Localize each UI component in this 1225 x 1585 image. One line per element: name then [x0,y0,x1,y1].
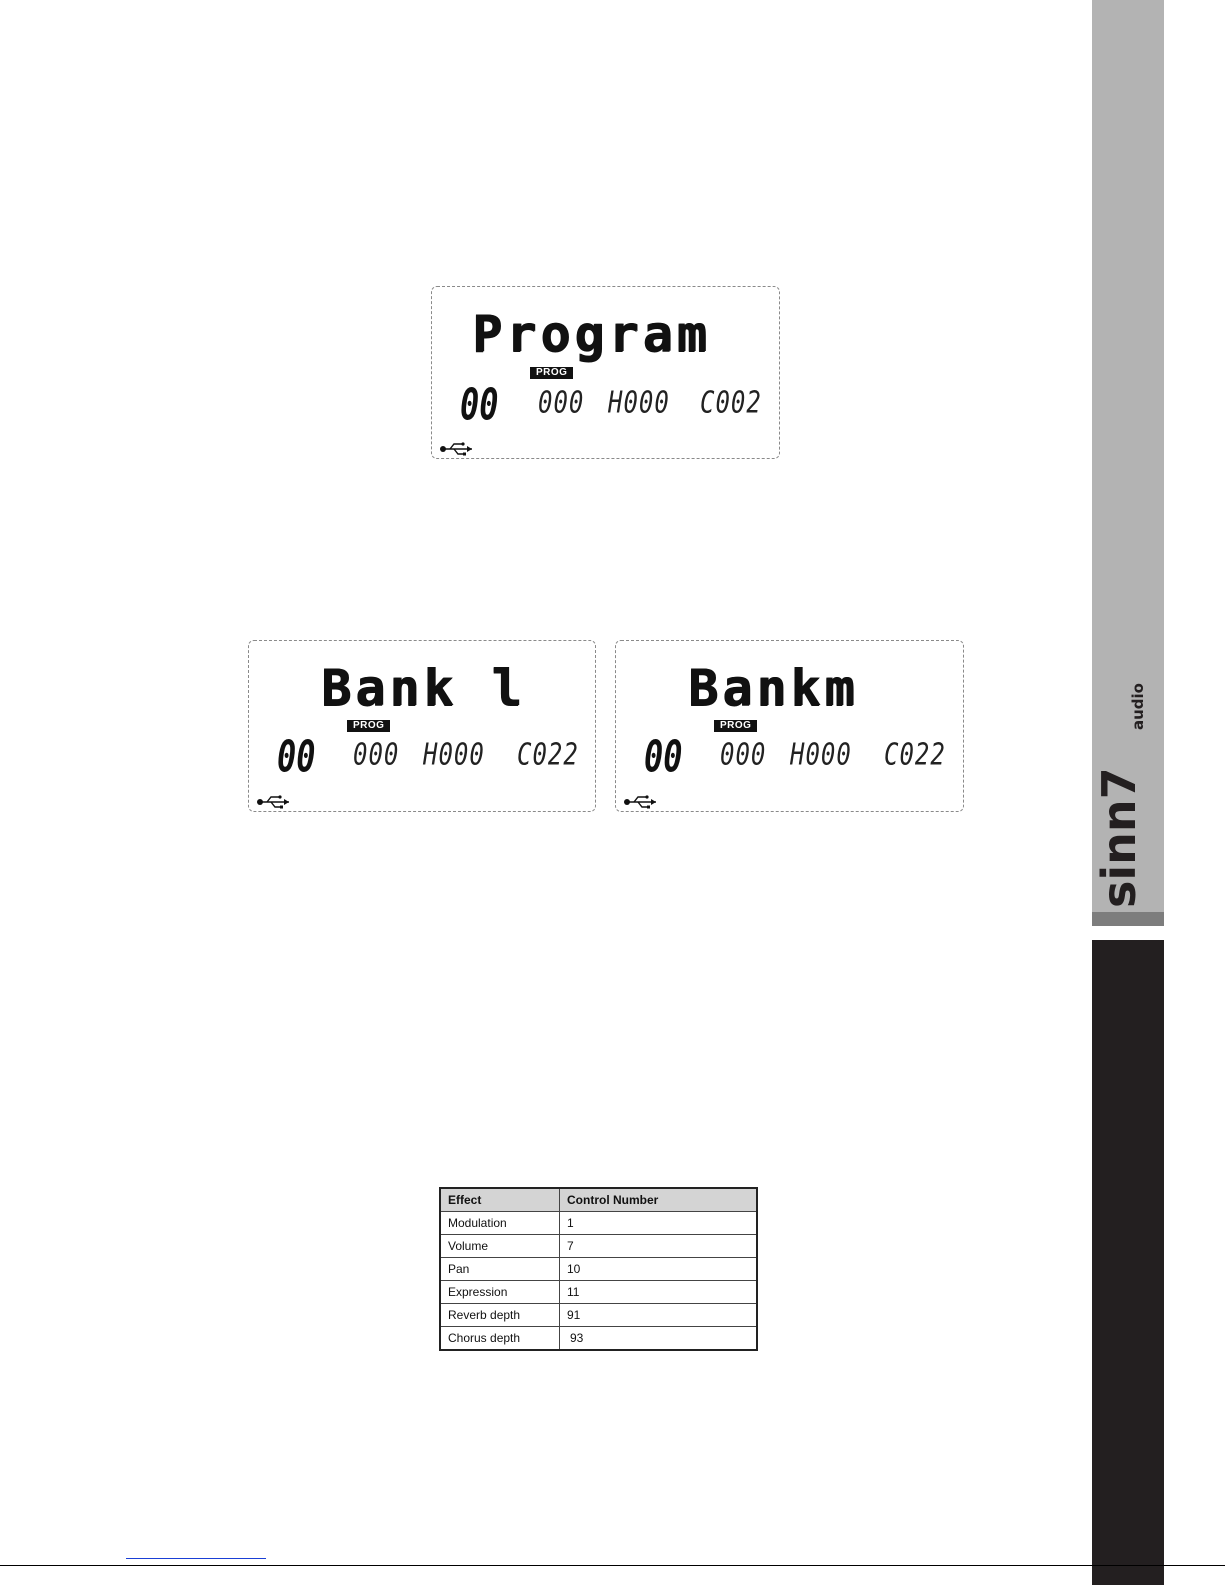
lcd-display-bank-l [248,640,596,812]
table-row [440,1258,757,1281]
effect-cell: Pan [440,1258,560,1281]
brand-name: sinn7 [1092,767,1146,908]
sidebar-dark-band [1092,940,1164,1585]
control-number-cell: 91 [560,1304,758,1327]
lcd-number: 00 [277,731,316,783]
lcd-segment-c: C022 [884,737,946,772]
lcd-segment-c: C022 [517,737,579,772]
usb-icon [624,795,658,809]
control-number-cell: 93 [560,1327,758,1351]
table-row [440,1281,757,1304]
effect-cell: Expression [440,1281,560,1304]
sidebar-white-band [1092,926,1164,940]
effect-cell: Modulation [440,1212,560,1235]
control-number-cell: 7 [560,1235,758,1258]
lcd-main-text: Bank l [321,659,526,717]
table-row [440,1304,757,1327]
table-row [440,1235,757,1258]
lcd-segment-a: 000 [353,737,400,772]
table-row [440,1327,757,1351]
sidebar-divider [1092,912,1164,926]
lcd-display-bank-m [615,640,964,812]
prog-badge: PROG [530,367,573,379]
effect-cell: Reverb depth [440,1304,560,1327]
lcd-number: 00 [460,379,499,431]
lcd-display-program [431,286,780,459]
brand-logo [1093,660,1145,910]
control-number-cell: 11 [560,1281,758,1304]
column-header-control-number: Control Number [560,1188,758,1212]
lcd-segment-b: H000 [608,385,670,420]
control-number-cell: 10 [560,1258,758,1281]
lcd-segment-a: 000 [720,737,767,772]
lcd-segment-b: H000 [790,737,852,772]
lcd-main-text: Program [472,305,711,363]
prog-badge: PROG [714,720,757,732]
table-header-row [440,1188,757,1212]
footer-rule [0,1565,1225,1566]
lcd-main-text: Bankm [688,659,859,717]
lcd-number: 00 [644,731,683,783]
footer-link-underline[interactable] [126,1558,266,1559]
effect-cell: Chorus depth [440,1327,560,1351]
lcd-segment-b: H000 [423,737,485,772]
lcd-segment-a: 000 [538,385,585,420]
brand-subtitle: audio [1129,683,1147,730]
effect-cell: Volume [440,1235,560,1258]
table-row [440,1212,757,1235]
usb-icon [257,795,291,809]
prog-badge: PROG [347,720,390,732]
control-number-table [439,1187,758,1351]
control-number-cell: 1 [560,1212,758,1235]
column-header-effect: Effect [440,1188,560,1212]
lcd-segment-c: C002 [700,385,762,420]
usb-icon [440,442,474,456]
